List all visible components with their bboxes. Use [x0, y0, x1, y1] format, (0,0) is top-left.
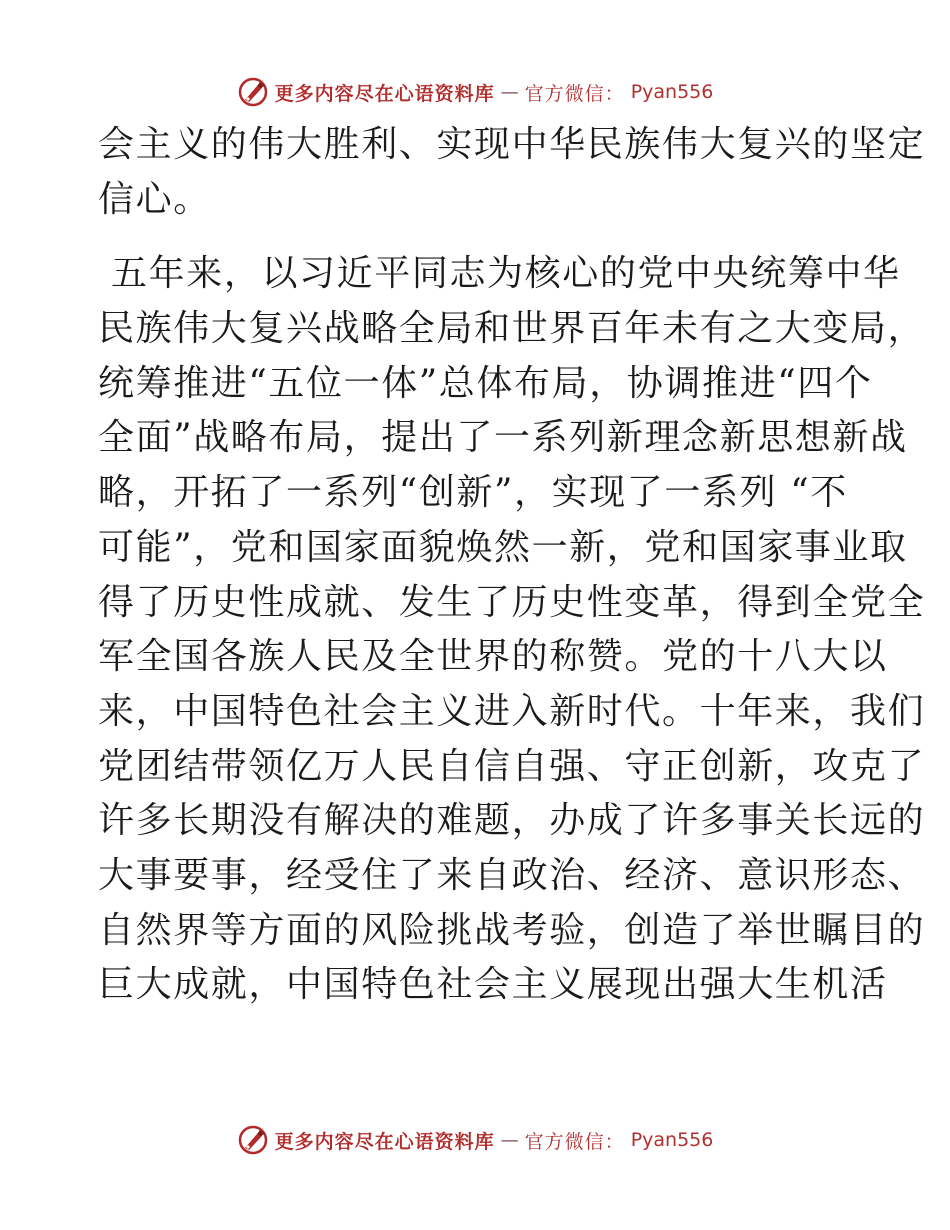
- text-line: 得了历史性成就、发生了历史性变革，得到全党全: [98, 581, 926, 623]
- text-line: 全面”战略布局，提出了一系列新理念新思想新战: [98, 417, 908, 459]
- banner-site-text: 更多内容尽在心语资料库: [274, 82, 495, 105]
- text-line: 来，中国特色社会主义进入新时代。十年来，我们: [98, 690, 926, 732]
- text-line: 五年来，以习近平同志为核心的党中央统筹中华: [98, 253, 901, 295]
- banner-separator: —: [500, 1129, 519, 1151]
- text-line: 统筹推进“五位一体”总体布局，协调推进“四个: [98, 362, 873, 404]
- text-line: 会主义的伟大胜利、实现中华民族伟大复兴的坚定: [98, 124, 926, 165]
- pen-logo-icon: [237, 76, 269, 108]
- banner-wechat-label: 官方微信：: [524, 82, 625, 105]
- text-line: 许多长期没有解决的难题，办成了许多事关长远的: [98, 800, 926, 842]
- banner-wechat-label: 官方微信：: [524, 1130, 625, 1153]
- paragraph-1: [98, 118, 926, 227]
- banner-separator: —: [500, 81, 519, 103]
- text-line: 党团结带领亿万人民自信自强、守正创新，攻克了: [98, 745, 926, 787]
- text-line: 大事要事，经受住了来自政治、经济、意识形态、: [98, 854, 926, 896]
- paragraph-gap: [98, 227, 850, 247]
- document-body: [98, 118, 926, 1013]
- text-line: 巨大成就，中国特色社会主义展现出强大生机活: [98, 964, 888, 1006]
- banner-site-text: 更多内容尽在心语资料库: [274, 1130, 495, 1153]
- text-line: 信心。: [98, 178, 211, 220]
- banner-wechat-id: Pyan556: [630, 81, 714, 103]
- header-banner: [0, 72, 950, 112]
- text-line: 可能”，党和国家面貌焕然一新，党和国家事业取: [98, 526, 908, 568]
- text-line: 民族伟大复兴战略全局和世界百年未有之大变局，: [98, 308, 926, 350]
- text-line: 自然界等方面的风险挑战考验，创造了举世瞩目的: [98, 909, 926, 951]
- paragraph-2: [98, 247, 926, 1013]
- banner-wechat-id: Pyan556: [630, 1129, 714, 1151]
- text-line: 略，开拓了一系列“创新”，实现了一系列 “不: [98, 472, 848, 514]
- pen-logo-icon: [237, 1124, 269, 1156]
- text-line: 军全国各族人民及全世界的称赞。党的十八大以: [98, 636, 888, 678]
- footer-banner: [0, 1120, 950, 1160]
